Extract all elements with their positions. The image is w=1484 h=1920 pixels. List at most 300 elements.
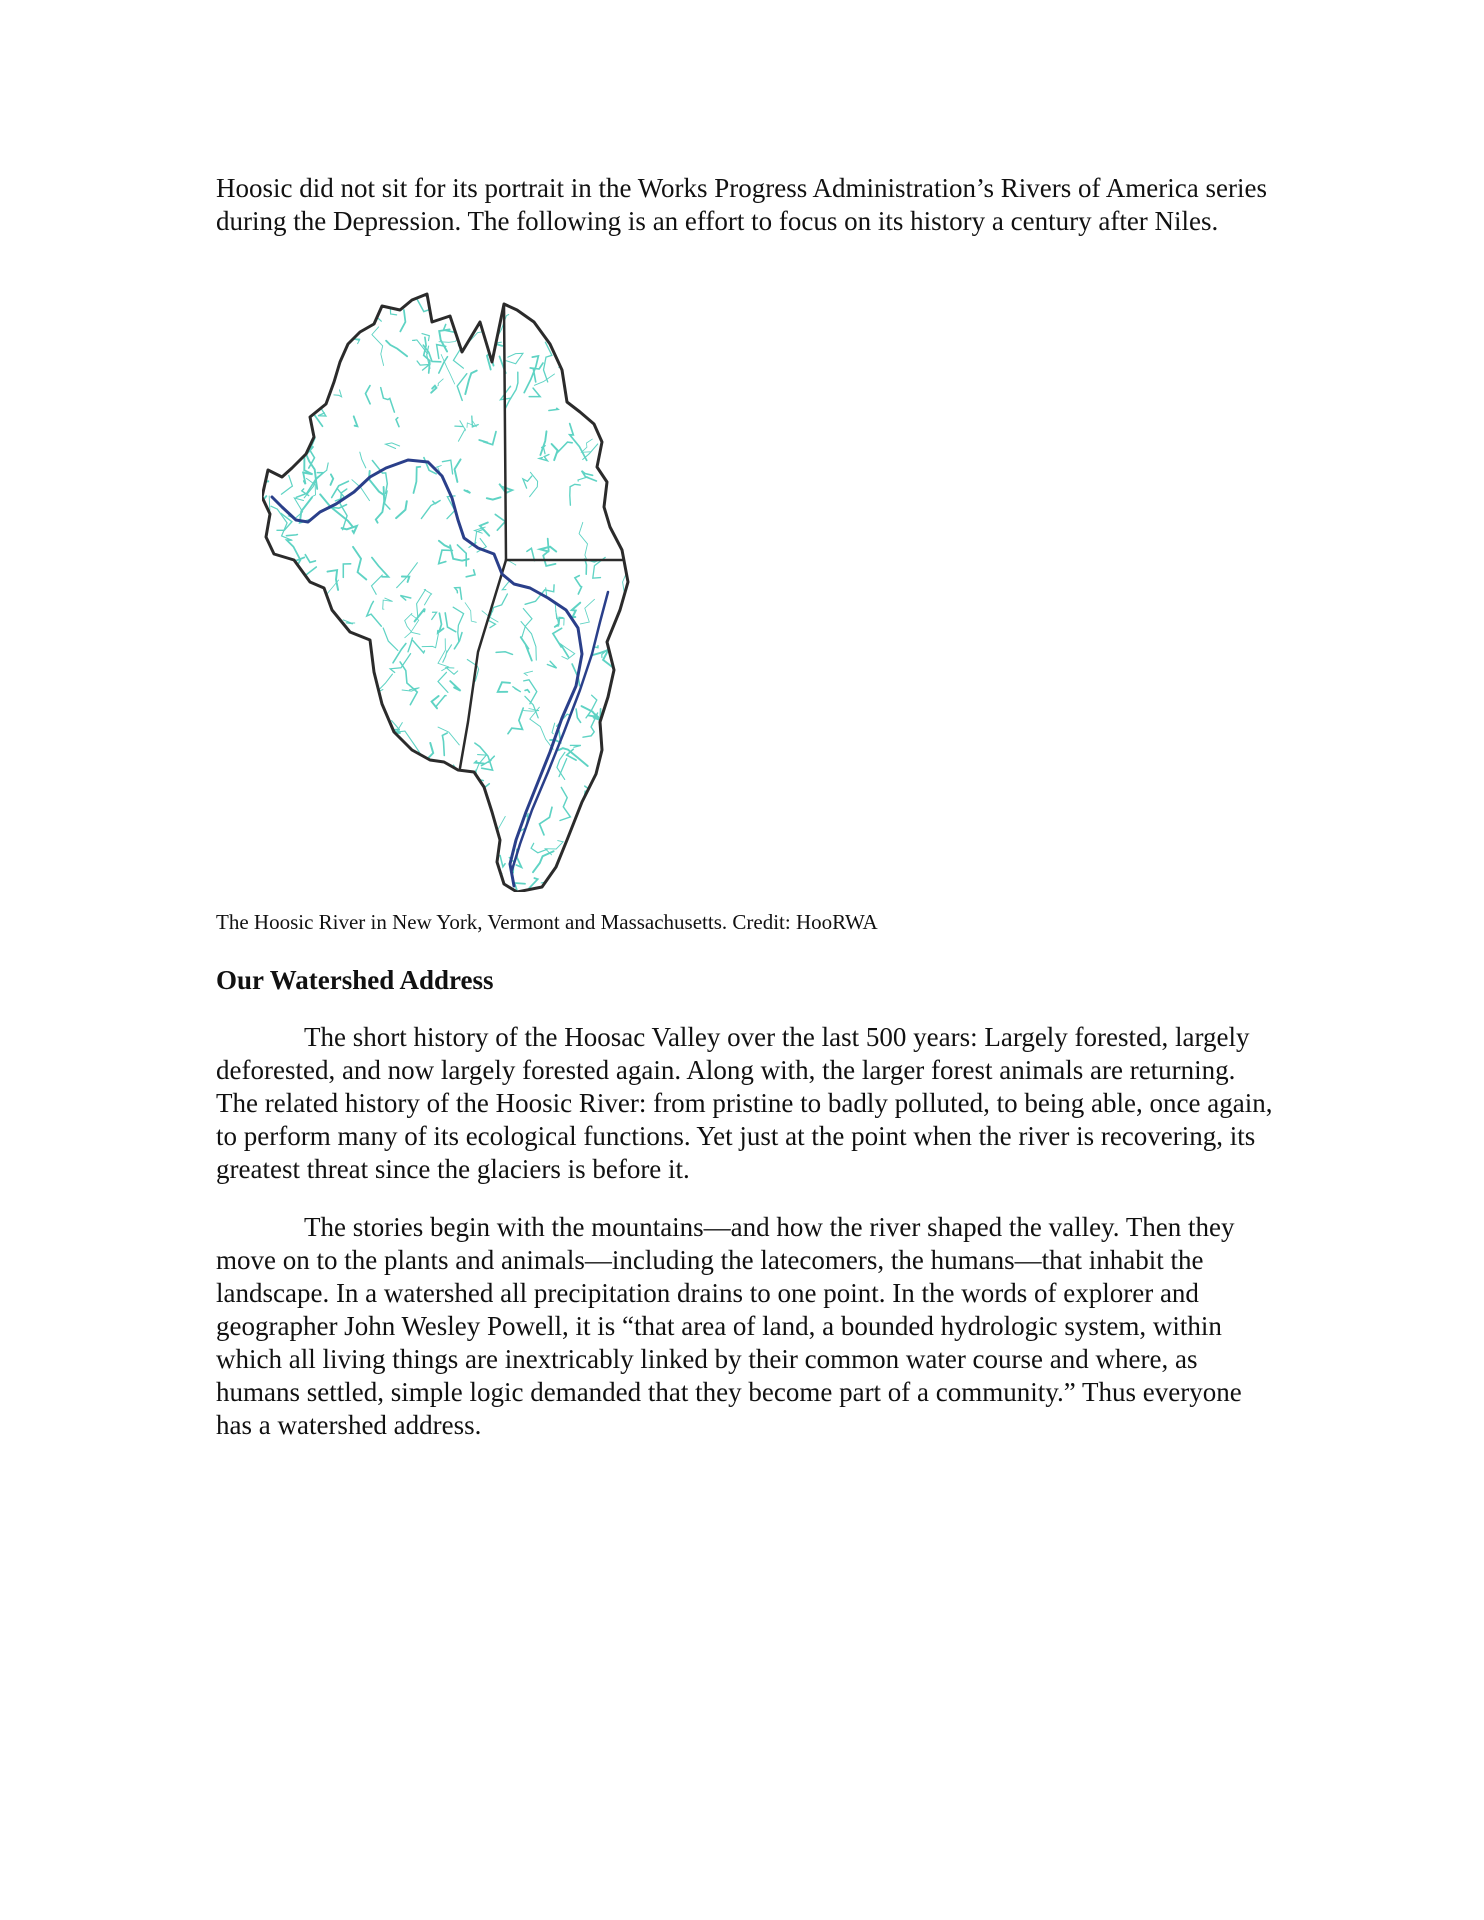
stream-line [318, 813, 328, 834]
stream-line [506, 353, 523, 363]
stream-line [386, 443, 400, 449]
stream-line [530, 707, 554, 749]
stream-line [362, 752, 383, 784]
stream-line [327, 822, 336, 835]
stream-line [400, 596, 410, 601]
stream-line [420, 797, 431, 808]
stream-line [339, 734, 347, 748]
stream-line [299, 805, 318, 819]
stream-line [440, 790, 461, 797]
stream-line [372, 558, 389, 577]
stream-line [524, 356, 538, 393]
stream-line [286, 535, 297, 536]
stream-line [401, 878, 424, 892]
stream-line [386, 341, 407, 357]
stream-line [582, 471, 597, 481]
stream-line [362, 878, 375, 892]
stream-line [366, 386, 371, 404]
stream-line [612, 460, 619, 471]
stream-line [279, 374, 286, 377]
stream-line [513, 687, 521, 692]
stream-line [275, 617, 285, 638]
stream-line [614, 368, 626, 379]
stream-line [296, 756, 306, 791]
stream-line [290, 400, 306, 410]
stream-line [405, 764, 406, 782]
stream-line [438, 639, 448, 671]
stream-line [410, 810, 428, 823]
stream-line [570, 424, 587, 461]
stream-line [426, 811, 432, 825]
stream-line [343, 620, 355, 624]
stream-line [612, 444, 622, 456]
stream-line [432, 696, 439, 708]
stream-line [396, 563, 417, 588]
stream-line [579, 522, 587, 559]
stream-line [534, 374, 554, 385]
stream-line [439, 541, 450, 548]
stream-line [385, 492, 390, 509]
stream-line [372, 575, 383, 594]
stream-line [360, 452, 366, 468]
stream-line [443, 645, 452, 662]
stream-line [414, 467, 421, 493]
stream-line [288, 831, 307, 861]
hoosic-main-stem [272, 460, 582, 886]
stream-line [284, 816, 297, 821]
stream-line [317, 845, 322, 861]
stream-line [376, 302, 385, 305]
stream-line [474, 882, 485, 892]
stream-line [456, 778, 474, 797]
hoosic-river [272, 460, 608, 886]
stream-line [262, 559, 265, 564]
stream-line [540, 431, 546, 455]
stream-line [565, 864, 573, 886]
stream-line [500, 856, 505, 867]
stream-line [394, 854, 405, 880]
stream-line [402, 688, 419, 691]
stream-line [271, 588, 281, 608]
stream-line [382, 786, 387, 790]
stream-line [496, 652, 512, 655]
stream-line [265, 294, 281, 304]
stream-line [609, 882, 624, 892]
stream-line [294, 392, 305, 413]
body-paragraph: The stories begin with the mountains—and how the river shaped the valley. Then they move on to the plants and animals—including the latecomers, the humans—that inhabit the landscape. In a watershed all precipitation drains to one point. In the words of explorer and geographer John Wesley Powell, it is “that area of land, a bounded hydrologic system, within which all living things are inextricably linked by their common water course and where, as humans settled, simple logic demanded that they become part of a community.” Thus everyone has a watershed address. [216, 1212, 1242, 1440]
stream-line [304, 309, 318, 316]
ny-ma-border [460, 560, 506, 768]
stream-line [576, 709, 581, 722]
stream-line [305, 555, 315, 563]
stream-line [415, 609, 425, 622]
stream-line [387, 884, 398, 892]
stream-line [438, 379, 444, 386]
stream-line [560, 787, 570, 820]
stream-line [570, 484, 580, 505]
stream-line [466, 570, 475, 577]
stream-line [307, 694, 315, 704]
stream-line [323, 665, 340, 682]
stream-line [583, 363, 587, 369]
stream-line [262, 591, 264, 604]
stream-line [267, 398, 279, 433]
stream-line [457, 545, 466, 566]
stream-line [282, 350, 299, 372]
stream-line [315, 322, 330, 338]
stream-line [464, 781, 475, 812]
stream-line [521, 637, 532, 661]
stream-line [400, 662, 417, 705]
stream-line [570, 745, 581, 747]
stream-line [367, 601, 382, 626]
stream-line [435, 855, 453, 878]
stream-line [400, 310, 405, 331]
stream-line [266, 821, 276, 833]
stream-line [350, 836, 363, 842]
stream-line [581, 385, 595, 394]
stream-line [547, 661, 556, 668]
stream-line [417, 361, 429, 370]
stream-line [262, 765, 278, 777]
stream-line [266, 702, 278, 720]
stream-line [584, 348, 594, 363]
stream-line [604, 766, 613, 777]
stream-line [287, 367, 305, 379]
stream-line [437, 345, 446, 359]
stream-line [274, 304, 295, 343]
stream-line [396, 501, 407, 518]
stream-line [291, 702, 309, 725]
stream-line [262, 809, 269, 833]
stream-line [290, 737, 296, 759]
stream-line [576, 310, 591, 312]
stream-line [342, 823, 350, 840]
stream-line [491, 319, 494, 333]
stream-line [446, 855, 457, 858]
stream-line [411, 806, 424, 818]
stream-line [453, 607, 463, 641]
stream-line [465, 292, 480, 317]
stream-line [468, 880, 479, 892]
stream-line [337, 627, 346, 632]
stream-line [399, 828, 409, 847]
stream-line [495, 514, 505, 530]
stream-line [302, 300, 320, 308]
stream-line [431, 386, 436, 393]
stream-line [622, 665, 627, 667]
stream-line [549, 408, 558, 410]
stream-line [262, 741, 267, 757]
watershed-map-graphic [262, 292, 762, 892]
stream-line [572, 825, 583, 853]
stream-line [308, 391, 319, 404]
stream-line [612, 489, 622, 513]
stream-line [595, 309, 603, 320]
stream-line [262, 445, 268, 457]
stream-line [308, 750, 324, 777]
stream-line [550, 875, 558, 892]
stream-line [583, 822, 601, 840]
stream-line [590, 310, 600, 321]
stream-line [458, 421, 465, 442]
state-borders [460, 304, 622, 768]
stream-line [383, 598, 393, 609]
stream-line [439, 550, 453, 564]
stream-line [372, 327, 384, 366]
stream-line [320, 717, 339, 731]
stream-line [452, 876, 461, 885]
stream-line [321, 302, 339, 334]
stream-line [464, 490, 470, 493]
stream-line [610, 449, 617, 455]
stream-line [431, 761, 436, 781]
stream-line [285, 359, 297, 367]
stream-line [334, 390, 342, 397]
stream-line [370, 816, 378, 834]
stream-line [618, 644, 629, 658]
stream-line [326, 729, 337, 743]
stream-line [559, 748, 588, 766]
stream-line [618, 485, 629, 509]
stream-line [331, 474, 334, 485]
stream-line [480, 523, 489, 536]
stream-line [343, 564, 350, 578]
stream-line [281, 330, 301, 345]
stream-line [623, 384, 634, 413]
stream-line [300, 809, 326, 837]
stream-line [430, 814, 437, 827]
stream-line [472, 416, 478, 427]
stream-line [421, 500, 440, 518]
figure-caption: The Hoosic River in New York, Vermont and Massachusetts. Credit: HooRWA [216, 910, 878, 934]
stream-line [424, 590, 431, 605]
stream-line [372, 461, 387, 494]
stream-line [450, 681, 460, 691]
stream-line [579, 355, 595, 369]
stream-line [422, 634, 438, 648]
stream-line [575, 576, 582, 594]
stream-line [359, 310, 377, 320]
stream-line [323, 745, 330, 764]
stream-line [396, 778, 402, 788]
stream-line [285, 734, 293, 744]
stream-line [319, 741, 330, 750]
stream-line [441, 355, 455, 385]
stream-line [390, 293, 396, 315]
stream-line [439, 329, 449, 351]
stream-line [553, 628, 569, 657]
stream-line [353, 547, 366, 580]
stream-line [465, 603, 476, 623]
stream-line [456, 789, 467, 810]
stream-line [562, 884, 573, 892]
stream-line [329, 645, 341, 654]
stream-line [479, 432, 496, 445]
stream-line [446, 668, 458, 675]
stream-line [345, 809, 355, 822]
stream-line [404, 767, 413, 776]
stream-line [525, 690, 529, 693]
watershed-map [262, 292, 762, 892]
stream-line [552, 444, 558, 460]
stream-line [383, 628, 398, 651]
stream-line [609, 709, 617, 720]
stream-line [340, 646, 348, 659]
stream-line [455, 588, 462, 600]
stream-line [313, 789, 330, 809]
stream-line [393, 644, 406, 663]
stream-line [602, 776, 612, 790]
stream-line [552, 723, 555, 734]
stream-line [354, 416, 358, 426]
stream-line [266, 554, 269, 572]
stream-line [427, 773, 437, 789]
stream-line [432, 612, 437, 619]
stream-line [286, 666, 294, 686]
stream-line [300, 720, 317, 725]
stream-line [368, 753, 379, 756]
stream-line [303, 743, 318, 756]
stream-line [371, 757, 382, 784]
stream-line [305, 722, 316, 739]
stream-line [445, 613, 456, 632]
stream-line [455, 459, 461, 482]
stream-line [585, 559, 598, 574]
stream-line [475, 761, 484, 764]
stream-line [572, 603, 580, 617]
stream-line [487, 497, 501, 499]
stream-line [524, 680, 537, 704]
stream-line [417, 777, 427, 780]
stream-line [454, 801, 462, 804]
stream-line [290, 418, 305, 442]
stream-line [566, 320, 576, 344]
stream-line [562, 317, 571, 346]
stream-line [408, 638, 412, 652]
stream-line [272, 563, 285, 584]
stream-line [471, 755, 486, 778]
stream-line [342, 629, 350, 656]
stream-line [264, 636, 286, 639]
stream-line [531, 843, 547, 853]
stream-line [283, 725, 295, 732]
stream-line [319, 694, 326, 701]
stream-line [362, 846, 377, 872]
stream-line [262, 437, 267, 442]
stream-line [502, 581, 509, 590]
stream-line [580, 599, 594, 624]
stream-line [461, 849, 470, 871]
intro-paragraph: Hoosic did not sit for its portrait in the Works Progress Administration’s Rivers of America series during the Depression. The following is an effort to focus on its history a century after Niles. [216, 173, 1267, 236]
stream-line [540, 807, 553, 835]
stream-line [279, 740, 288, 744]
stream-line [439, 613, 441, 631]
stream-line [438, 727, 459, 745]
stream-line [422, 762, 442, 780]
stream-line [577, 378, 589, 398]
stream-line [582, 439, 593, 452]
stream-line [327, 735, 336, 749]
stream-line [269, 297, 274, 320]
stream-line [306, 401, 312, 409]
stream-line [434, 835, 452, 851]
stream-line [544, 884, 560, 892]
stream-line [395, 856, 410, 864]
stream-line [341, 637, 348, 673]
stream-line [337, 302, 348, 327]
stream-line [303, 875, 321, 893]
stream-line [482, 825, 491, 829]
stream-line [371, 878, 393, 892]
stream-line [373, 882, 382, 892]
stream-line [308, 392, 317, 403]
stream-line [612, 406, 623, 418]
stream-line [523, 476, 532, 488]
stream-line [324, 294, 350, 317]
stream-line [319, 870, 333, 873]
stream-line [326, 723, 335, 726]
watershed-boundary [262, 294, 628, 892]
stream-line [587, 293, 600, 307]
stream-line [317, 838, 330, 839]
section-heading: Our Watershed Address [216, 965, 494, 995]
stream-line [476, 850, 491, 856]
stream-line [370, 775, 387, 784]
stream-line [340, 489, 347, 530]
stream-line [396, 819, 412, 844]
stream-line [461, 798, 463, 826]
stream-line [281, 476, 292, 495]
stream-line [296, 406, 306, 412]
stream-line [559, 759, 567, 777]
stream-line [288, 389, 290, 391]
stream-line [524, 671, 532, 675]
stream-line [438, 672, 448, 692]
body-paragraph: The short history of the Hoosac Valley over the last 500 years: Largely forested, largely deforested, and now largely forested again. Along with, the larger forest animals are returning. The related history of the Hoosic River: from pristine to badly polluted, to being able, once again, to perform many of its ecological functions. Yet just at the point when the river is recovering, its greatest threat since the glaciers is before it. [216, 1022, 1273, 1184]
stream-line [457, 374, 467, 401]
stream-line [310, 754, 324, 782]
stream-line [319, 309, 331, 319]
stream-line [336, 854, 349, 885]
stream-line [627, 857, 637, 885]
stream-line [394, 766, 411, 797]
stream-line [262, 764, 266, 772]
stream-line [442, 733, 447, 755]
stream-line [282, 759, 299, 787]
stream-line [285, 324, 298, 330]
stream-line [399, 731, 421, 755]
stream-line [359, 863, 380, 871]
stream-line [325, 754, 338, 791]
stream-line [530, 472, 538, 496]
stream-line [262, 418, 278, 459]
stream-line [557, 442, 572, 453]
stream-line [282, 645, 288, 658]
stream-line [304, 463, 328, 498]
stream-line [396, 418, 399, 427]
stream-line [508, 708, 523, 734]
stream-line [543, 539, 555, 566]
stream-line [428, 836, 443, 858]
stream-line [276, 572, 295, 581]
stream-line [430, 872, 454, 892]
stream-line [498, 682, 510, 692]
stream-line [529, 388, 540, 397]
stream-line [442, 460, 452, 474]
stream-line [323, 712, 336, 720]
stream-line [351, 861, 356, 880]
